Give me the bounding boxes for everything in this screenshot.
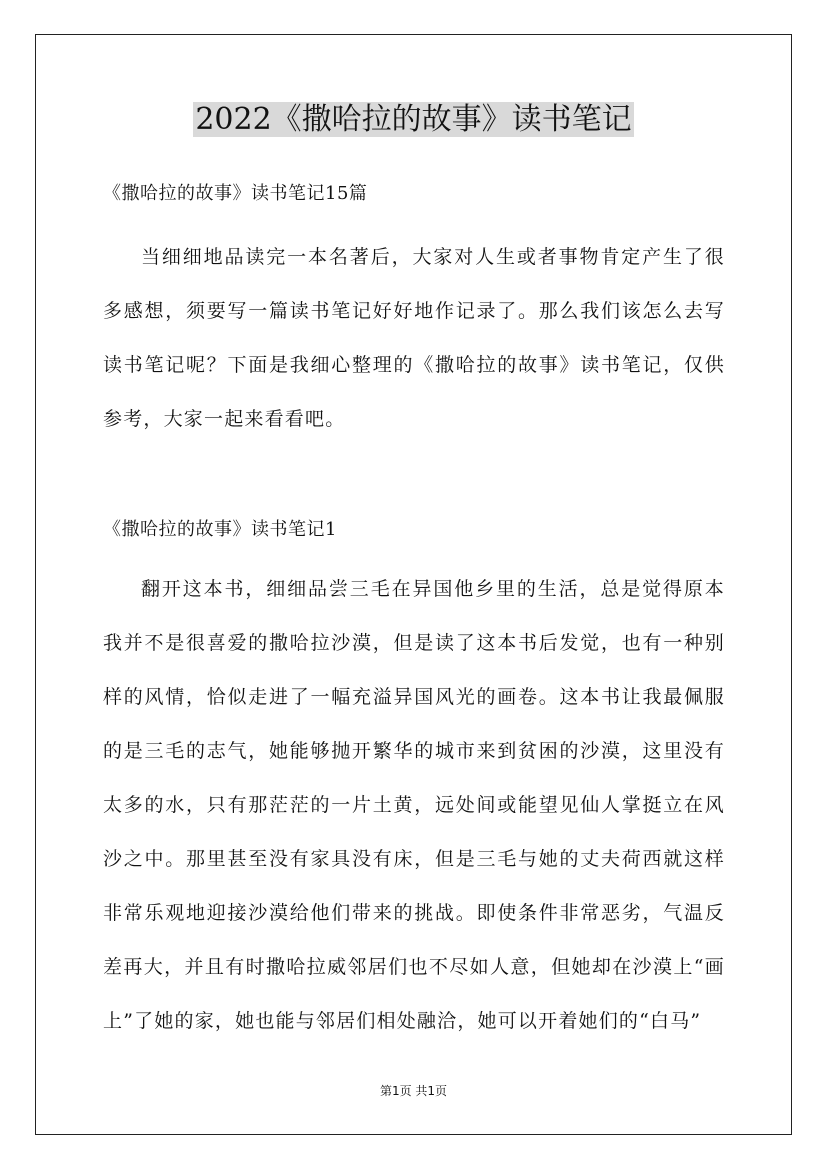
spacer — [103, 552, 725, 562]
section-paragraph: 翻开这本书，细细品尝三毛在异国他乡里的生活，总是觉得原本我并不是很喜爱的撒哈拉沙漠，但是读了这本书后发觉，也有一种别样的风情，恰似走进了一幅充溢异国风光的画卷。这本书让我最佩服的是三毛的志气，她能够抛开繁华的城市来到贫困的沙漠，这里没有太多的水，只有那茫茫的一片土黄，远处间或能望见仙人掌挺立在风沙之中。那里甚至没有家具没有床，但是三毛与她的丈夫荷西就这样非常乐观地迎接沙漠给他们带来的挑战。即使条件非常恶劣，气温反差再大，并且有时撒哈拉威邻居们也不尽如人意，但她却在沙漠上“画上”了她的家，她也能与邻居们相处融洽，她可以开着她们的“白马” — [103, 578, 725, 1032]
spacer — [103, 446, 725, 508]
spacer — [103, 216, 725, 230]
document-title — [0, 100, 827, 140]
document-title-text: 2022《撒哈拉的故事》读书笔记 — [195, 102, 632, 137]
subtitle: 《撒哈拉的故事》读书笔记15篇 — [103, 183, 368, 204]
document-body — [103, 172, 725, 1048]
section-heading: 《撒哈拉的故事》读书笔记1 — [103, 519, 337, 540]
intro-paragraph: 当细细地品读完一本名著后，大家对人生或者事物肯定产生了很多感想，须要写一篇读书笔记好好地作记录了。那么我们该怎么去写读书笔记呢？下面是我细心整理的《撒哈拉的故事》读书笔记，仅供参考，大家一起来看看吧。 — [103, 246, 725, 430]
page-number: 第1页 共1页 — [379, 1084, 448, 1098]
